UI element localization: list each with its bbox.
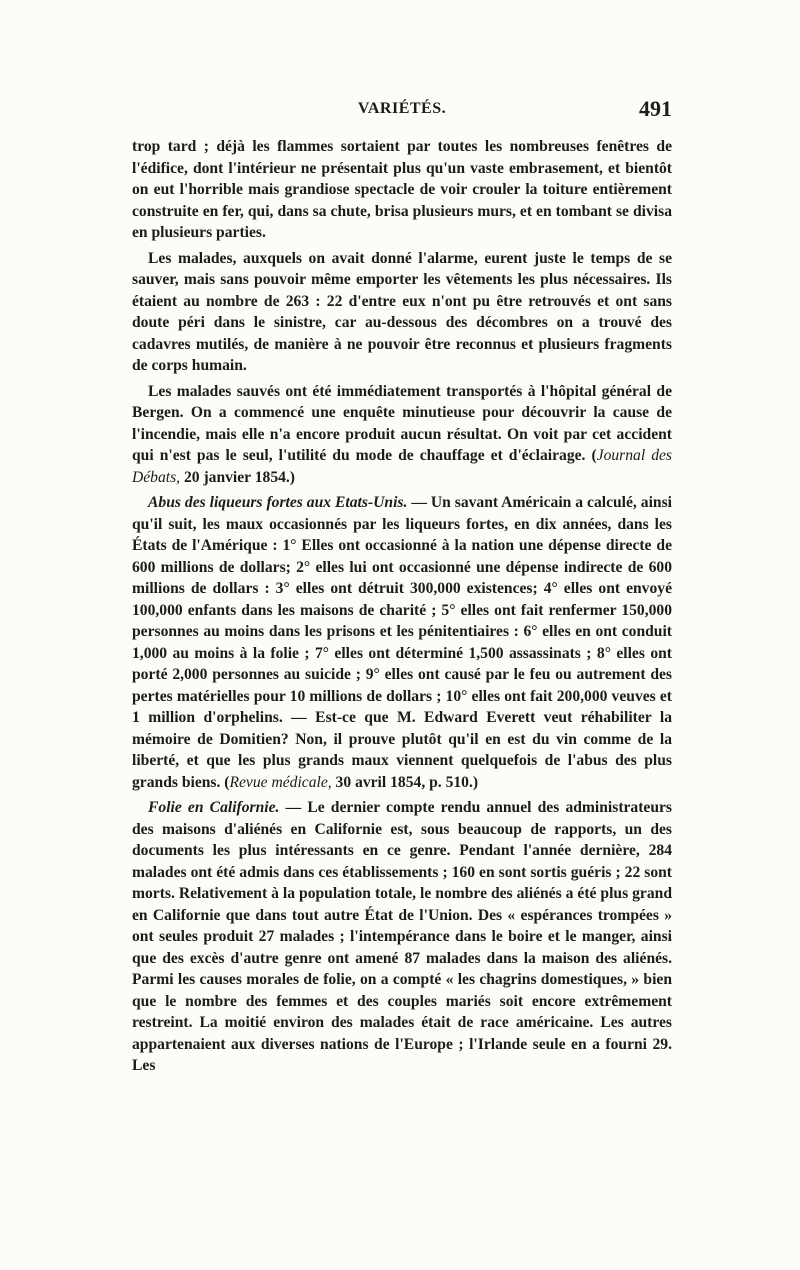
source-citation: Revue médicale, [229,773,332,791]
citation-date: 20 janvier 1854.) [180,468,295,486]
page-number: 491 [639,96,672,121]
citation-date: 30 avril 1854, p. 510.) [331,773,479,791]
section-title: Folie en Californie. [148,799,280,816]
paragraph-folie-californie [132,797,672,1077]
paragraph-abus-liqueurs [132,492,672,793]
paragraph-text: — Un savant Américain a calculé, ainsi qu'il suit, les maux occasionnés par les liqueurs fortes, en dix années, dans les États de l'Amérique : 1° Elles ont occasionné à la nation une dépense directe de 600 millions de dollars; 2° elles lui ont occasionné une dépense indirecte de 600 millions de dollars : 3° elles ont détruit 300,000 existences; 4° elles ont envoyé 100,000 enfants dans les maisons de charité ; 5° elles ont fait renfermer 150,000 personnes au moins dans les prisons et les pénitentiaires : 6° elles en ont conduit 1,000 au moins à la folie ; 7° elles ont déterminé 1,500 assassinats ; 8° elles ont porté 2,000 personnes au suicide ; 9° elles ont causé par le feu ou autrement des pertes matérielles pour 10 millions de dollars ; 10° elles ont fait 200,000 veuves et 1 million d'orphelins. — Est-ce que M. Edward Everett veut réhabiliter la mémoire de Domitien? Non, il prouve plutôt qu'il en est du vin comme de la liberté, et que les plus grands maux viennent quelquefois de l'abus des plus grands biens. ( [132,494,672,791]
page-header [132,96,672,128]
paragraph-text: Les malades, auxquels on avait donné l'alarme, eurent juste le temps de se sauver, mais sans pouvoir même emporter les vêtements les plus nécessaires. Ils étaient au nombre de 263 : 22 d'entre eux n'ont pu être retrouvés et ont sans doute péri dans le sinistre, car au-dessous des décombres on a trouvé des cadavres mutilés, de manière à ne pouvoir être reconnus et plusieurs fragments de corps humain. [132,249,672,374]
paragraph-text: Les malades sauvés ont été immédiatement transportés à l'hôpital général de Bergen. On a commencé une enquête minutieuse pour découvrir la cause de l'incendie, mais elle n'a encore produit aucun résultat. On voit par cet accident qui n'est pas le seul, l'utilité du mode de chauffage et d'éclairage. ( [132,382,672,464]
source-citation: Journal des Débats, [132,447,672,486]
running-head: VARIÉTÉS. [357,100,447,117]
paragraph-continued [132,136,672,244]
paragraph [132,381,672,489]
section-title: Abus des liqueurs fortes aux Etats-Unis. [148,494,408,511]
paragraph [132,248,672,377]
paragraph-text: trop tard ; déjà les flammes sortaient par toutes les nombreuses fenêtres de l'édifice, dont l'intérieur ne présentait plus qu'un vaste embrasement, et bientôt on eut l'horrible mais grandiose spectacle de voir crouler la toiture entièrement construite en fer, qui, dans sa chute, brisa plusieurs murs, et en tombant se divisa en plusieurs parties. [132,138,672,241]
paragraph-text: — Le dernier compte rendu annuel des administrateurs des maisons d'aliénés en Californie est, sous beaucoup de rapports, un des documents les plus intéressants en ce genre. Pendant l'année dernière, 284 malades ont été admis dans ces établissements ; 160 en sont sortis guéris ; 22 sont morts. Relativement à la population totale, le nombre des aliénés a été plus grand en Californie que dans tout autre État de l'Union. Des « espérances trompées » ont seules produit 27 malades ; l'intempérance dans le boire et le manger, ainsi que des excès d'autre genre ont amené 87 malades dans la maison des aliénés. Parmi les causes morales de folie, on a compté « les chagrins domestiques, » bien que le nombre des femmes et des couples mariés soit encore extrêmement restreint. La moitié environ des malades était de race américaine. Les autres appartenaient aux diverses nations de l'Europe ; l'Irlande seule en a fourni 29. Les [132,799,673,1074]
page-body [132,136,672,1081]
